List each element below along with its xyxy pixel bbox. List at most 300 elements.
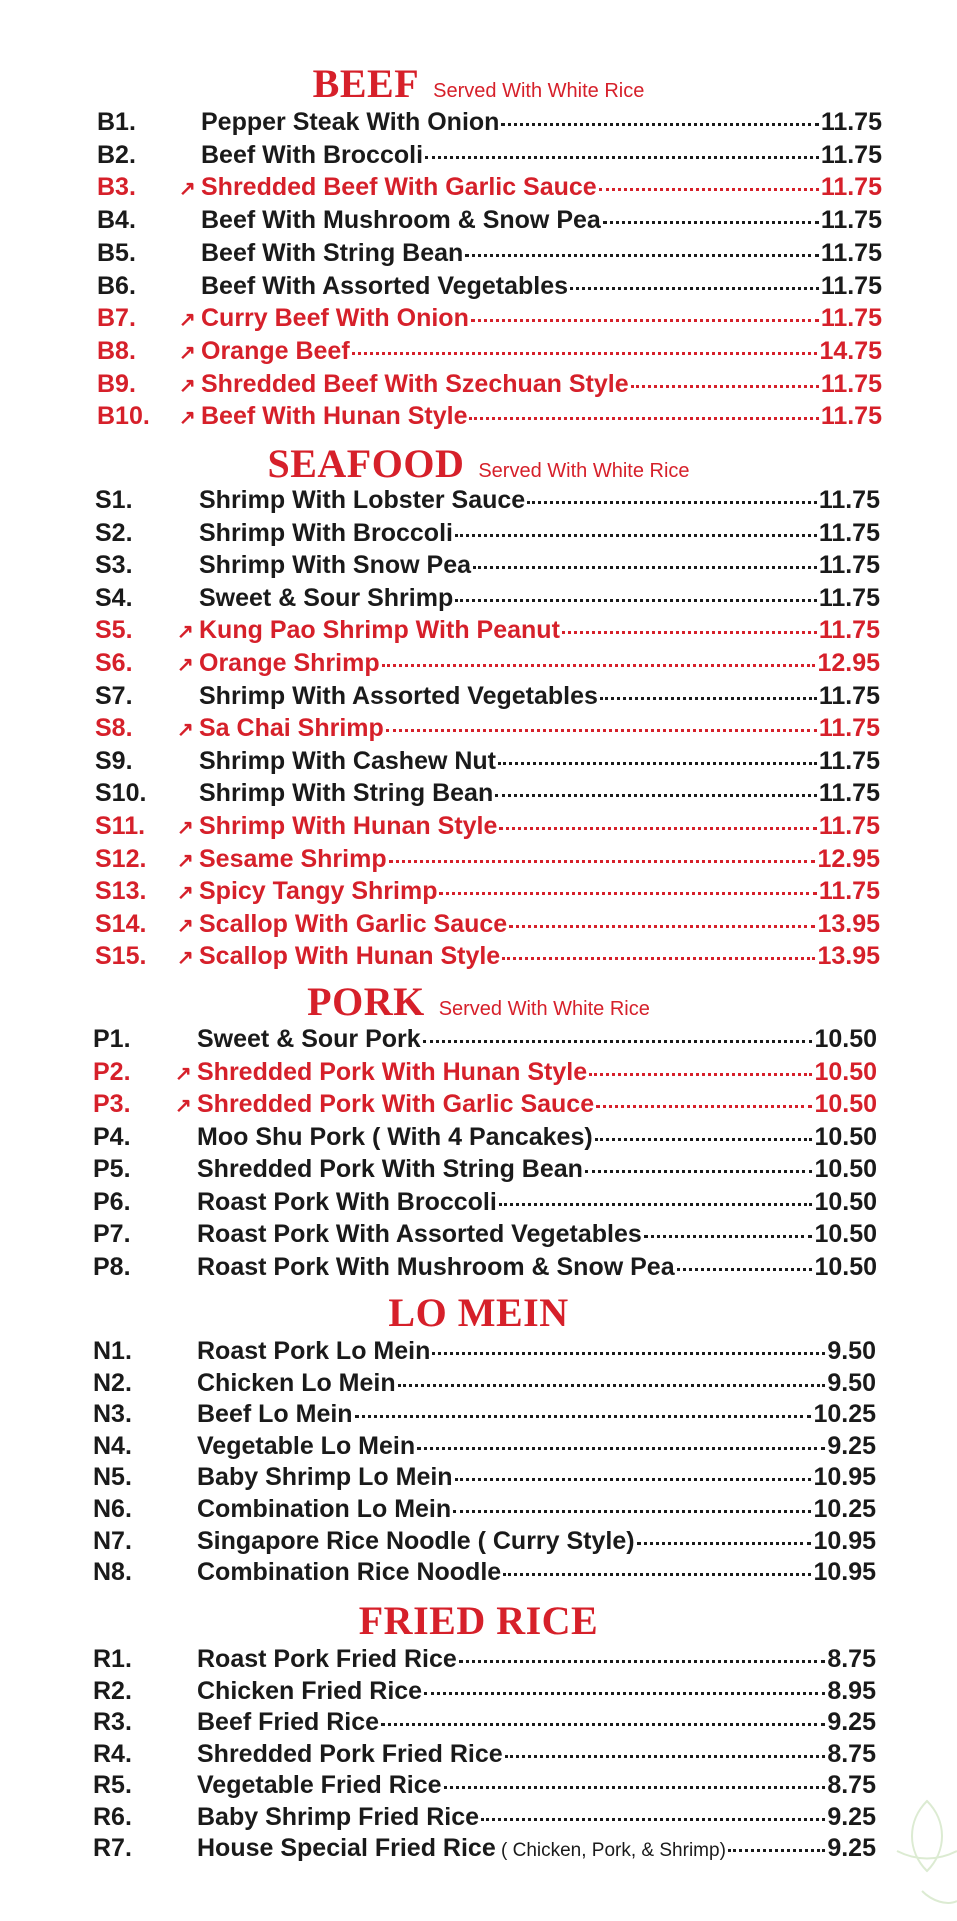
menu-item-row[interactable] [97,370,882,402]
item-name-text: Shrimp With Lobster Sauce [199,486,526,514]
item-name [197,1463,453,1492]
item-code: R6. [93,1802,132,1831]
item-name-text: Shredded Pork Fried Rice [197,1739,503,1768]
section-note: Served With White Rice [478,460,690,482]
item-name-text: Scallop With Hunan Style [199,942,501,971]
item-name-text: Beef Lo Mein [197,1400,353,1429]
section-title: LO MEIN [388,1290,569,1335]
menu-item-row[interactable] [97,402,882,434]
dot-leader [382,664,816,667]
chili-pepper-icon: ↗ [175,1062,192,1085]
menu-item-row[interactable] [93,1463,876,1495]
chili-pepper-icon: ↗ [179,407,196,430]
item-name [197,1188,497,1217]
item-code: R5. [93,1771,132,1799]
item-name-text: Roast Pork With Mushroom & Snow Pea [197,1252,675,1281]
dot-leader [603,221,819,224]
item-name [197,1495,451,1524]
menu-item-row[interactable] [93,1645,876,1677]
menu-item-row[interactable] [97,141,882,173]
menu-item-row[interactable] [95,779,880,811]
item-name [201,206,601,235]
menu-item-row[interactable] [97,304,882,336]
dot-leader [499,1203,813,1206]
item-price: 9.25 [827,1834,876,1862]
menu-item-row[interactable] [93,1495,876,1527]
item-name-text: Shrimp With String Bean [199,779,494,808]
menu-item-row[interactable] [93,1123,877,1155]
item-price: 11.75 [818,812,880,840]
dot-leader [501,123,818,126]
item-name-text: Combination Lo Mein [197,1495,452,1523]
dot-leader [677,1268,813,1271]
menu-item-row[interactable] [93,1337,876,1369]
item-price: 10.50 [814,1122,877,1151]
menu-item-row[interactable] [95,649,880,681]
item-name-text: Shredded Beef With Garlic Sauce [201,173,597,202]
item-code: S2. [95,518,133,547]
item-name-text: Shrimp With Snow Pea [199,551,472,580]
section-header-lo-mein [0,1289,957,1336]
section-header-fried-rice [0,1597,957,1644]
section-note: Served With White Rice [433,80,645,102]
item-name [199,682,598,711]
dot-leader [423,1040,813,1043]
menu-item-row[interactable] [95,877,880,909]
item-name-text: Sweet & Sour Shrimp [199,583,454,612]
item-code: P7. [93,1220,131,1248]
menu-item-row[interactable] [97,337,882,369]
menu-item-row[interactable] [95,747,880,779]
item-name-text: Beef With Mushroom & Snow Pea [201,206,601,235]
item-price: 10.25 [813,1495,876,1523]
item-code: N8. [93,1558,132,1587]
chili-pepper-icon: ↗ [177,654,194,676]
menu-item-row[interactable] [93,1188,877,1220]
menu-item-row[interactable] [95,942,880,974]
item-price: 11.75 [818,779,880,808]
menu-item-row[interactable] [95,486,880,518]
item-name-text: Curry Beef With Onion [201,304,469,333]
dot-leader [728,1849,825,1852]
item-price: 11.75 [820,238,882,267]
item-name [197,1432,415,1461]
item-name [197,1025,421,1054]
item-name-text: Shrimp With Hunan Style [199,812,498,840]
menu-item-row[interactable] [95,519,880,551]
item-name [199,747,496,776]
item-code: S15. [95,942,147,971]
item-name [199,714,384,743]
dot-leader [481,1818,825,1821]
item-price: 12.95 [817,649,880,677]
chili-pepper-icon: ↗ [177,914,194,937]
item-name [199,910,507,939]
item-price: 10.95 [813,1558,876,1587]
dot-leader [631,385,819,388]
dot-leader [527,501,817,504]
menu-item-row[interactable] [95,551,880,583]
menu-item-row[interactable] [93,1558,876,1590]
item-code: S5. [95,616,133,645]
item-code: S9. [95,746,133,775]
item-price: 13.95 [817,942,880,971]
dot-leader [355,1415,812,1418]
item-name-text: Roast Pork Fried Rice [197,1645,457,1673]
item-name [197,1558,501,1587]
dot-leader [637,1542,812,1545]
item-price: 11.75 [818,714,880,743]
item-name-text: Shrimp With Assorted Vegetables [199,681,598,710]
item-code: B10. [97,402,150,431]
chili-pepper-icon: ↗ [179,309,196,332]
menu-item-row[interactable] [93,1677,876,1709]
menu-item-row[interactable] [97,272,882,304]
menu-item-row[interactable] [93,1527,876,1559]
item-name-text: Singapore Rice Noodle ( Curry Style) [197,1526,635,1555]
item-code: R3. [93,1708,132,1736]
item-name-text: Vegetable Fried Rice [197,1771,442,1799]
menu-item-row[interactable] [93,1155,877,1187]
dot-leader [505,1755,826,1758]
dot-leader [503,1573,811,1576]
item-price: 11.75 [818,551,880,580]
item-price: 9.25 [827,1802,876,1831]
dot-leader [600,697,817,700]
item-name [197,1058,587,1087]
dot-leader [352,352,818,355]
item-name [197,1708,379,1737]
flower-watermark-icon [867,1761,957,1921]
item-name-text: Sa Chai Shrimp [199,714,384,743]
item-price: 8.75 [827,1771,876,1799]
chili-pepper-icon: ↗ [179,341,196,364]
item-name [199,551,471,580]
dot-leader [398,1384,826,1387]
item-code: S8. [95,714,133,743]
chili-pepper-icon: ↗ [177,719,194,742]
item-price: 13.95 [817,909,880,938]
item-price: 10.25 [813,1400,876,1429]
menu-item-row[interactable] [97,108,882,140]
dot-leader [455,1478,812,1481]
dot-leader [495,794,817,797]
item-code: S12. [95,844,147,873]
dot-leader [455,599,817,602]
item-name-text: Orange Shrimp [199,649,380,677]
item-name-text: Orange Beef [201,336,350,365]
item-name-text: Beef With Assorted Vegetables [201,271,569,300]
item-code: N1. [93,1337,132,1365]
item-name [199,812,497,841]
item-price: 8.75 [827,1645,876,1673]
item-name-text: Beef With Broccoli [201,140,424,169]
item-name [197,1400,353,1429]
item-code: P2. [93,1057,131,1086]
item-name-text: Baby Shrimp Fried Rice [197,1802,480,1831]
item-code: R1. [93,1645,132,1673]
item-name-text: Shrimp With Cashew Nut [199,746,497,775]
item-code: N7. [93,1526,132,1555]
dot-leader [589,1073,812,1076]
dot-leader [465,254,819,257]
dot-leader [596,1105,812,1108]
item-code: N5. [93,1463,132,1492]
menu-item-row[interactable] [95,910,880,942]
item-code: B2. [97,140,136,169]
item-price: 11.75 [820,271,882,300]
item-code: S14. [95,909,147,938]
item-name-text: Combination Rice Noodle [197,1558,502,1587]
item-name-text: Shrimp With Broccoli [199,518,453,547]
item-name [197,1771,442,1800]
dot-leader [499,827,816,830]
item-price: 10.50 [814,1057,877,1086]
section-title: BEEF [312,61,420,106]
chili-pepper-icon: ↗ [177,817,194,839]
item-code: B5. [97,238,136,267]
item-name-text: Roast Pork With Assorted Vegetables [197,1220,642,1248]
menu-item-row[interactable] [93,1740,876,1772]
item-name [199,584,453,613]
item-code: P4. [93,1122,131,1151]
chili-pepper-icon: ↗ [177,849,194,872]
dot-leader [502,957,815,960]
item-name [197,1155,583,1184]
item-name-text: Baby Shrimp Lo Mein [197,1463,453,1492]
item-code: S6. [95,649,133,677]
item-name [199,616,560,645]
menu-item-row[interactable] [97,173,882,205]
item-name-text: Pepper Steak With Onion [201,108,500,136]
menu-item-row[interactable] [97,239,882,271]
dot-leader [498,762,817,765]
item-name [197,1803,479,1832]
item-code: R2. [93,1676,132,1705]
item-price: 11.75 [818,746,880,775]
item-price: 10.50 [814,1220,877,1248]
menu-item-row[interactable] [93,1253,877,1285]
item-name-text: Beef With Hunan Style [201,402,468,431]
item-price: 9.50 [827,1368,876,1397]
item-code: P5. [93,1155,131,1183]
item-code: N2. [93,1368,132,1397]
item-code: B4. [97,206,136,235]
item-name [197,1253,675,1282]
chili-pepper-icon: ↗ [177,947,194,970]
item-name [199,845,387,874]
menu-item-row[interactable] [95,584,880,616]
chili-pepper-icon: ↗ [179,178,196,201]
item-price: 11.75 [818,518,880,547]
item-code: S10. [95,779,147,808]
dot-leader [386,729,817,732]
item-name [197,1740,503,1769]
item-name [199,779,493,808]
dot-leader [570,287,819,290]
item-price: 9.25 [827,1708,876,1736]
menu-item-row[interactable] [93,1400,876,1432]
item-name-text: Roast Pork Lo Mein [197,1337,431,1365]
item-price: 11.75 [818,681,880,710]
menu-item-row[interactable] [97,206,882,238]
item-price: 10.95 [813,1526,876,1555]
dot-leader [471,319,819,322]
item-name [201,402,467,431]
menu-item-row[interactable] [93,1369,876,1401]
item-name-text: Sweet & Sour Pork [197,1025,421,1053]
item-price: 8.95 [827,1676,876,1705]
item-name [197,1123,593,1152]
item-code: N6. [93,1495,132,1523]
item-code: S13. [95,877,147,906]
item-code: S4. [95,583,133,612]
item-name-note: ( Chicken, Pork, & Shrimp) [495,1840,726,1861]
item-price: 11.75 [820,304,882,333]
item-name [199,877,437,906]
item-name-text: Roast Pork With Broccoli [197,1187,497,1216]
menu-item-row[interactable] [93,1432,876,1464]
dot-leader [562,631,817,634]
dot-leader [469,417,818,420]
item-price: 10.50 [814,1187,877,1216]
section-title: PORK [307,979,425,1024]
item-name-text: Beef With String Bean [201,238,464,267]
item-name [199,649,380,678]
item-name-text: Scallop With Garlic Sauce [199,909,508,938]
chili-pepper-icon: ↗ [177,621,194,644]
dot-leader [644,1235,813,1238]
section-title: FRIED RICE [358,1598,599,1643]
dot-leader [432,1352,825,1355]
item-name [197,1527,635,1556]
item-price: 9.50 [827,1337,876,1365]
dot-leader [595,1138,813,1141]
dot-leader [599,188,819,191]
item-code: B3. [97,173,136,202]
menu-item-row[interactable] [95,682,880,714]
item-code: B6. [97,271,136,300]
item-code: B8. [97,336,136,365]
chili-pepper-icon: ↗ [175,1095,192,1117]
chili-pepper-icon: ↗ [177,882,194,905]
item-name [197,1645,457,1674]
item-name [197,1369,396,1398]
dot-leader [455,534,817,537]
item-name-text: Chicken Lo Mein [197,1368,396,1397]
section-header-beef [0,60,957,107]
item-price: 12.95 [817,844,880,873]
item-price: 10.50 [814,1025,877,1053]
menu-item-row[interactable] [93,1025,877,1057]
item-code: B9. [97,369,136,398]
menu-item-row[interactable] [95,845,880,877]
item-name [199,942,500,971]
section-header-pork [0,978,957,1025]
item-price: 11.75 [818,583,880,612]
item-name [201,141,423,170]
item-name-text: Sesame Shrimp [199,844,387,873]
menu-item-row[interactable] [95,812,880,844]
menu-item-row[interactable] [93,1708,876,1740]
item-name [201,173,597,202]
item-code: S1. [95,486,133,514]
menu-item-row[interactable] [95,714,880,746]
item-name-text: Shredded Beef With Szechuan Style [201,369,629,398]
item-price: 10.50 [814,1252,877,1281]
section-header-seafood [0,440,957,487]
dot-leader [585,1170,813,1173]
item-name-text: Moo Shu Pork ( With 4 Pancakes) [197,1122,593,1151]
dot-leader [459,1660,826,1663]
item-name [201,337,350,366]
dot-leader [417,1447,825,1450]
menu-item-row[interactable] [95,616,880,648]
item-code: B7. [97,304,136,333]
menu-item-row[interactable] [93,1058,877,1090]
item-code: P1. [93,1025,131,1053]
item-code: B1. [97,108,136,136]
section-note: Served With White Rice [438,998,650,1020]
item-price: 11.75 [820,206,882,235]
item-price: 14.75 [819,336,882,365]
dot-leader [444,1786,826,1789]
item-name-text: Shredded Pork With Garlic Sauce [197,1090,595,1118]
item-name [201,370,629,399]
item-code: R4. [93,1739,132,1768]
item-price: 11.75 [818,486,880,514]
item-name-text: Vegetable Lo Mein [197,1431,416,1460]
item-name [199,486,525,515]
item-name [199,519,453,548]
item-name-text: House Special Fried Rice [197,1834,496,1862]
item-code: P6. [93,1187,131,1216]
item-code: R7. [93,1834,132,1862]
item-code: S7. [95,681,133,710]
item-price: 11.75 [818,877,880,906]
chili-pepper-icon: ↗ [179,374,196,397]
dot-leader [473,566,817,569]
menu-item-row[interactable] [93,1834,876,1866]
item-name-text: Shredded Pork With String Bean [197,1155,583,1183]
item-price: 11.75 [820,369,882,398]
menu-item-row[interactable] [93,1771,876,1803]
item-price: 11.75 [820,402,882,431]
dot-leader [389,860,816,863]
item-price: 8.75 [827,1739,876,1768]
dot-leader [509,925,815,928]
item-name-text: Shredded Pork With Hunan Style [197,1057,588,1086]
item-name-text: Kung Pao Shrimp With Peanut [199,616,560,645]
dot-leader [439,892,816,895]
item-price: 9.25 [827,1431,876,1460]
item-price: 10.95 [813,1463,876,1492]
menu-item-row[interactable] [93,1803,876,1835]
item-name [197,1337,430,1366]
item-price: 11.75 [820,140,882,169]
item-name [201,239,463,268]
menu-item-row[interactable] [93,1220,877,1252]
item-name [201,304,469,333]
item-price: 11.75 [820,108,882,136]
item-name [201,108,499,137]
item-price: 11.75 [818,616,880,645]
item-name [197,1834,726,1863]
item-code: N3. [93,1400,132,1429]
item-name-text: Spicy Tangy Shrimp [199,877,438,906]
dot-leader [424,1692,825,1695]
menu-item-row[interactable] [93,1090,877,1122]
